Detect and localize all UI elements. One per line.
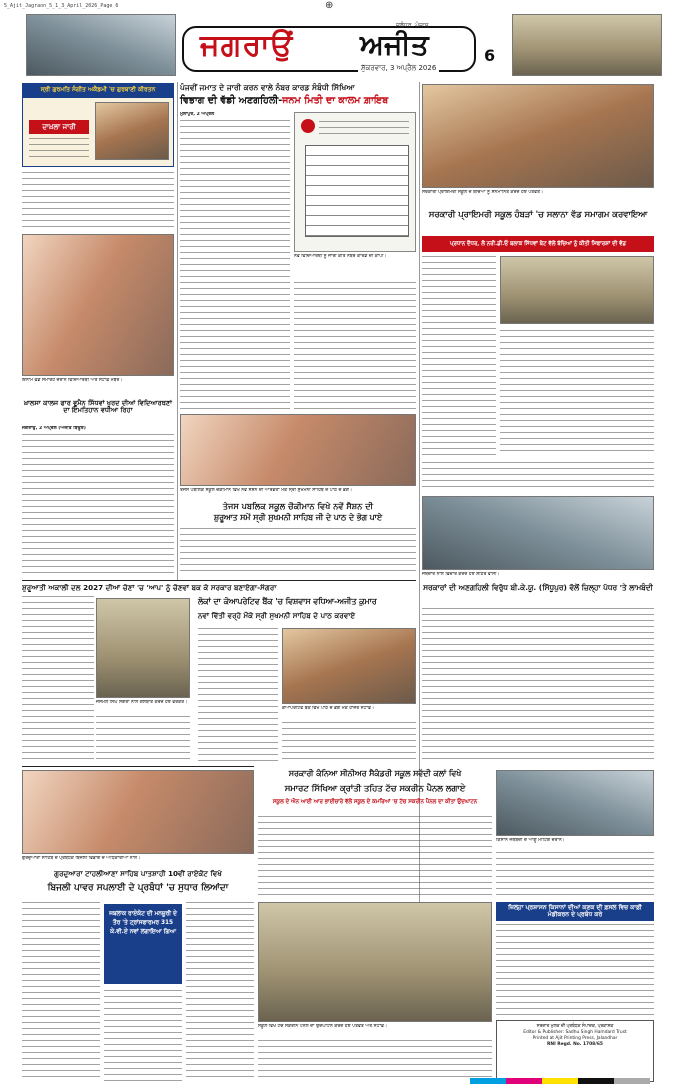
left-ad-label: ਦਾਖ਼ਲਾ ਜਾਰੀ [29,120,89,134]
left-story-headline: ਖ਼ਾਲਸਾ ਕਾਲਜ ਫਾਰ ਵੂਮੈਨ ਸਿੱਧਵਾਂ ਖੁਰਦ ਦੀਆਂ ਵਿਦਿਆਰਥਣਾਂ ਦਾ ਇਮਤਿਹਾਨ ਵਧੀਆ ਰਿਹਾ [23,399,173,415]
cinema-subhead: ਸਕੂਲ ਦੇ ਐਨ ਆਈ ਆਰ ਭਾਈਚਾਰੇ ਵੱਲੋਂ ਸਕੂਲ ਦੇ ਕਮਰਿਆਂ 'ਚ ਟੱਚ ਸਕਰੀਨ ਪੈਨਲ ਦਾ ਕੀਤਾ ਉਦਘਾਟਨ [272,799,478,805]
document-table [305,145,409,237]
school-body [180,528,416,574]
coop-photo [282,628,416,704]
gurdwara-headline-2: ਬਿਜਲੀ ਪਾਵਰ ਸਪਲਾਈ ਦੇ ਪ੍ਰਬੰਧਾਂ 'ਚ ਸੁਧਾਰ ਲਿਆਂਦਾ [47,883,229,893]
birth-cert-caption: ਨਵ ਵਿਦਿਆਰਥੀ ਨੂੰ ਜਾਰੀ ਕੀਤੇ ਨੰਬਰ ਕਾਰਡ ਦੀ ਕਾਪੀ। [294,254,387,259]
left-ad-title: ਸ੍ਰੀ ਗੁਰਮਤਿ ਸੰਗੀਤ ਅਕੈਡਮੀ 'ਚ ਗੁਰਬਾਣੀ ਕੀਰਤਨ [22,83,174,97]
top-right-photo [422,84,654,188]
bku-photo [422,496,654,570]
school-caption: ਤੇਜਸ ਪਬਲਿਕ ਸਕੂਲ ਚੌਕੀਮਾਨ ਵਿਖੇ ਨਵੇਂ ਸੈਸ਼ਨ ਦੀ ਆਰੰਭਤਾ ਮੌਕੇ ਸ੍ਰੀ ਸੁਖਮਨੀ ਸਾਹਿਬ ਦੇ ਪਾਠ ਦੇ ਭੋਗ। [180,488,353,493]
left-story-body [22,434,174,576]
gurdwara-caption: ਗੁਰਦੁਆਰਾ ਸਾਹਿਬ ਦੇ ਪ੍ਰਬੰਧਕ ਬਿਜਲੀ ਵਿਭਾਗ ਦੇ ਅਧਿਕਾਰੀਆਂ ਨਾਲ। [22,856,141,861]
bku-body [422,608,654,764]
coop-caption: ਕੋਆਪਰੇਟਿਵ ਬੈਂਕ ਵਿਖੇ ਪਾਠ ਦੇ ਭੋਗ ਮੌਕੇ ਹਾਜ਼ਰ ਸਟਾਫ਼। [282,706,375,711]
right-bottom-caption: ਕਿਸਾਨ ਜਥੇਬੰਦੀ ਦੇ ਆਗੂ ਮੀਟਿੰਗ ਦੌਰਾਨ। [496,838,565,843]
masthead-brand: ਅਜੀਤ [360,28,429,61]
cinema-body-2 [258,1040,492,1082]
coop-headline-2: ਨਵਾਂ ਵਿੱਤੀ ਵਰ੍ਹੇ ਮੌਕੇ ਸ੍ਰੀ ਸੁਖਮਨੀ ਸਾਹਿਬ ਦੇ ਪਾਠ ਕਰਵਾਏ [198,611,356,620]
color-bar [470,1078,650,1084]
top-right-headline: ਸਰਕਾਰੀ ਪ੍ਰਾਇਮਰੀ ਸਕੂਲ ਹੰਬੜਾਂ 'ਚ ਸਲਾਨਾ ਵੱਡ ਸਮਾਗਮ ਕਰਵਾਇਆ [428,209,648,219]
right-bottom-photo [496,770,654,836]
birth-cert-place: ਮੁੱਲਾਂਪੁਰ, 2 ਅਪ੍ਰੈਲ [180,112,215,117]
akali-photo [96,598,190,698]
birth-cert-document [294,112,416,252]
gurdwara-body-3 [186,902,254,1082]
akali-caption: ਜਸਮੇਲ ਸਿੰਘ ਸੰਗਰਾ ਨਾਲ ਗੱਲਬਾਤ ਕਰਦੇ ਹੋਏ ਵਰਕਰ। [96,700,188,705]
top-right-subhead: ਪ੍ਰਧਾਨ ਦੌਧਰ, ਲੋਂ ਨਰੀ.ਡੀ.ਓ ਬਲਾਕ ਸਿੱਧਵਾਂ ਬੇਟ ਵੱਲੋਂ ਬੱਚਿਆਂ ਨੂੰ ਕੀਤੀ ਸਿਫਾਰਸ਼ਾਂ ਦੀ ਵੰਡ [422,236,654,252]
section-rule-2 [22,766,254,767]
top-right-body-2 [500,330,654,456]
school-headline-2: ਸ਼ੁਰੂਆਤ ਸਮੇਂ ਸ੍ਰੀ ਸੁਖਮਨੀ ਸਾਹਿਬ ਜੀ ਦੇ ਪਾਠ ਦੇ ਭੋਗ ਪਾਏ [213,513,383,522]
imprint-line-2: Editor & Publisher: Sadhu Singh Hamdard Trust [523,1030,627,1035]
coop-headline-1: ਲੋਕਾਂ ਦਾ ਕੋਆਪਰੇਟਿਵ ਬੈਂਕ 'ਚ ਵਿਸ਼ਵਾਸ ਵਧਿਆ-ਅਜੀਤ ਕੁਮਾਰ [198,597,377,606]
left-ad-box [22,97,174,167]
left-photo-group [22,234,174,376]
bku-caption: ਜਥੇਦਾਰ ਨਾਲ ਵਿਚਾਰ ਕਰਦੇ ਹੋਏ ਸ਼ਹਿਰ ਵਾਸੀ। [422,572,500,577]
imprint-line-3: Printed at Ajit Printing Press, Jalandhar [532,1036,618,1041]
right-bottom-headline: ਜ਼ਿਲ੍ਹਾ ਪ੍ਰਸ਼ਾਸਨ ਕਿਸਾਨਾਂ ਦੀਆਂ ਕਣਕ ਦੀ ਫ਼ਸਲ ਵਿਚ ਕਾਫ਼ੀ ਮੰਡੀਕਰਨ ਦੇ ਪ੍ਰਬੰਧ ਕਰੇ [496,902,654,921]
birth-cert-headline-2a: ਵਿਭਾਗ ਦੀ ਵੱਡੀ ਅਣਗਹਿਲੀ- [180,95,283,106]
cinema-body [258,816,492,898]
masthead-photo-right [512,14,662,76]
seal-icon [301,119,315,133]
gurdwara-body [22,902,100,1082]
birth-cert-headline-1: ਪੰਜਵੀਂ ਜਮਾਤ ਦੇ ਜਾਰੀ ਕਰਨ ਵਾਲੇ ਨੰਬਰ ਕਾਰਡ ਸੰਬੰਧੀ ਸਿੱਖਿਆ [180,83,355,92]
left-photo-caption: ਇਨਾਮ ਵੰਡ ਸਮਾਰੋਹ ਦੌਰਾਨ ਵਿਦਿਆਰਥੀ ਅਤੇ ਸਟਾਫ਼ ਮੈਂਬਰ। [22,378,123,383]
coop-body [198,628,278,762]
coop-body-2 [282,722,416,762]
imprint-line-4: RNI Regd. No. 1708/65 [547,1042,603,1047]
masthead-photo-left [26,14,176,76]
masthead [178,22,478,74]
birth-cert-headline-2b: ਜਨਮ ਮਿਤੀ ਦਾ ਕਾਲਮ ਗ਼ਾਇਬ [282,95,389,106]
left-ad-text [29,138,89,160]
left-story-place: ਜਗਰਾਉਂ, 2 ਅਪ੍ਰੈਲ (ਅਜੀਤ ਬਿਊਰੋ) [22,426,86,431]
birth-cert-body [180,120,290,410]
top-right-caption: ਸਰਕਾਰੀ ਪ੍ਰਾਇਮਰੀ ਸਕੂਲ ਦੇ ਬੱਚਿਆਂ ਨੂੰ ਸਨਮਾਨਿਤ ਕਰਦੇ ਹੋਏ ਪਤਵੰਤੇ। [422,190,544,195]
cinema-headline-1: ਸਰਕਾਰੀ ਕੰਨਿਆ ਸੀਨੀਅਰ ਸੈਕੰਡਰੀ ਸਕੂਲ ਸਵੱਦੀ ਕਲਾਂ ਵਿਖੇ [288,769,462,778]
gurdwara-headline-1: ਗੁਰਦੁਆਰਾ ਟਾਹਲੀਆਣਾ ਸਾਹਿਬ ਪਾਤਸ਼ਾਹੀ 10ਵੀਂ ਰਾਏਕੋਟ ਵਿਖੇ [54,869,222,878]
right-bottom-lead [496,852,654,898]
school-photo [180,414,416,486]
page-number: 6 [484,46,496,65]
school-headline-1: ਤੇਜਸ ਪਬਲਿਕ ਸਕੂਲ ਚੌਕੀਮਾਨ ਵਿਖੇ ਨਵੇਂ ਸੈਸ਼ਨ ਦੀ [222,501,374,511]
imprint-box [496,1020,654,1082]
gurdwara-photo [22,770,254,854]
bku-lead-text [422,462,654,492]
akali-body [22,596,94,762]
akali-headline: ਸ਼ੁਰੂਆਤੀ ਅਕਾਲੀ ਦਲ 2027 ਦੀਆਂ ਚੋਣਾਂ 'ਚ 'ਆਪ' ਨੂੰ ਚੋਣਵਾਂ ਬਕ ਕੇ ਸਰਕਾਰ ਬਣਾਏਗਾ-ਸੰਗਰਾ [22,584,277,592]
cinema-caption: ਸਕੂਲ ਵਿਖੇ ਟੱਚ ਸਕਰੀਨ ਪੈਨਲ ਦਾ ਉਦਘਾਟਨ ਕਰਦੇ ਹੋਏ ਪਤਵੰਤੇ ਅਤੇ ਸਟਾਫ਼। [258,1024,388,1029]
imprint-line-1: ਸਰਦਾਰ ਮੁਲਕ ਦੀ ਪ੍ਰਬੰਧਕ ਸੰਪਾਦਕ, ਪ੍ਰਕਾਸ਼ਕ [536,1024,614,1029]
section-rule [22,580,416,581]
masthead-tagline: ਜਲੰਧਰ, ਪੰਜਾਬ [396,22,429,29]
top-right-body [422,256,496,456]
right-bottom-body [496,924,654,1016]
birth-cert-headline-2 [180,96,416,107]
left-ad-photo [95,102,169,160]
masthead-city: ਜਗਰਾਉਂ [200,28,294,63]
document-header-lines [319,121,409,135]
birth-cert-body-2 [294,282,416,410]
left-notice-text [22,172,174,230]
masthead-date: ਸ਼ੁੱਕਰਵਾਰ, 3 ਅਪ੍ਰੈਲ 2026 [358,64,439,73]
top-right-photo-2 [500,256,654,324]
column-divider [177,82,178,580]
gurdwara-body-2 [104,990,182,1082]
cinema-photo [258,902,492,1022]
bku-headline: ਸਰਕਾਰਾਂ ਦੀ ਅਣਗਹਿਲੀ ਵਿਰੁੱਧ ਬੀ.ਕੇ.ਯੂ. (ਸਿੱਧੂਪੁਰ) ਵੱਲੋਂ ਜ਼ਿਲ੍ਹਾ ਪੱਧਰ 'ਤੇ ਲਾਮਬੰਦੀ [423,583,653,592]
gurdwara-ad-box: ਜਬਲਾਕ ਰਾਏਕੋਟ ਦੀ ਮਨਜ਼ੂਰੀ ਦੇ ਤੌਰ 'ਤੇ ਟ੍ਰਾਂਸਫਾਰਮਰ 315 ਕੇ.ਵੀ.ਏ ਨਵਾਂ ਲਗਾਇਆ ਗਿਆ [104,904,182,984]
registration-mark-icon: ⊕ [325,0,334,11]
file-header: 5_Ajit_Jagraon_5_1_3_April_2026_Page 6 [4,3,119,9]
akali-body-2 [96,716,190,762]
cinema-headline-2: ਸਮਾਰਟ ਸਿੱਖਿਆ ਕ੍ਰਾਂਤੀ ਤਹਿਤ ਟੱਚ ਸਕਰੀਨ ਪੈਨਲ ਲਗਾਏ [284,783,466,793]
